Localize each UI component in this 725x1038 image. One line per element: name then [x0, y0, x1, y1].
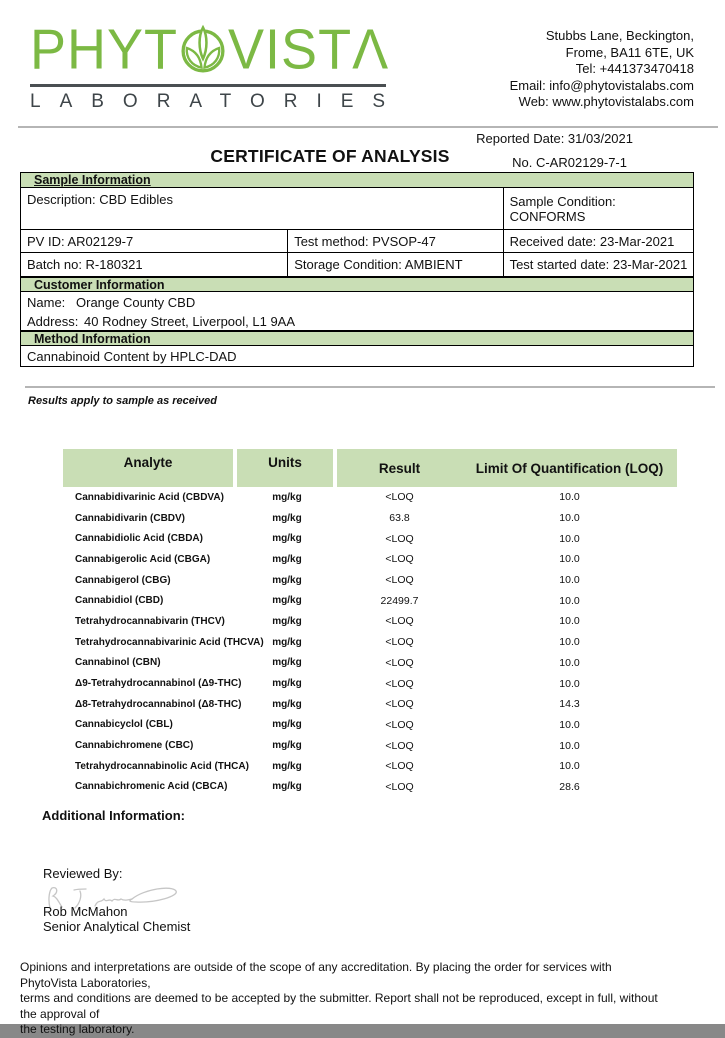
additional-information-label: Additional Information:: [42, 808, 185, 823]
table-row: [63, 777, 677, 798]
pv-id-cell: PV ID: AR02129-7: [21, 230, 288, 252]
loq-cell: 10.0: [559, 636, 580, 649]
logo-text-part2: VIST: [228, 18, 353, 82]
table-row: [63, 549, 677, 570]
units-cell: mg/kg: [272, 615, 302, 627]
method-information-header: [21, 331, 693, 346]
logo-divider-line: [30, 84, 386, 87]
address-line-email: Email: info@phytovistalabs.com: [509, 77, 694, 93]
units-cell: mg/kg: [272, 760, 302, 772]
result-cell: 22499.7: [380, 594, 419, 607]
column-header-analyte: Analyte: [63, 449, 233, 487]
logo-wordmark: [30, 18, 390, 82]
description-row: [21, 188, 693, 230]
analyte-cell: Cannabichromene (CBC): [75, 740, 194, 752]
disclaimer-text: [20, 960, 668, 1038]
header-divider-rule: [18, 126, 718, 128]
column-header-loq: Limit Of Quantification (LOQ): [475, 461, 664, 476]
table-row: [63, 528, 677, 549]
result-cell: <LOQ: [385, 739, 414, 752]
column-header-result-loq-block: [337, 449, 677, 487]
loq-cell: 10.0: [559, 760, 580, 773]
address-value: 40 Rodney Street, Liverpool, L1 9AA: [84, 314, 296, 329]
loq-cell: 14.3: [559, 698, 580, 711]
reviewer-name: Rob McMahon: [43, 904, 128, 919]
result-cell: <LOQ: [385, 553, 414, 566]
address-line-tel: Tel: +441373470418: [575, 61, 694, 77]
received-date-cell: Received date: 23-Mar-2021: [509, 233, 675, 249]
analyte-cell: Tetrahydrocannabivarinic Acid (THCVA): [75, 636, 264, 648]
analyte-cell: Tetrahydrocannabinolic Acid (THCA): [75, 760, 249, 772]
certificate-number: No. C-AR02129-7-1: [512, 155, 627, 170]
column-header-units: Units: [237, 449, 333, 487]
result-cell: <LOQ: [385, 532, 414, 545]
result-cell: <LOQ: [385, 636, 414, 649]
results-table-header: [63, 449, 677, 487]
disclaimer-line: terms and conditions are deemed to be accepted by the submitter. Report shall not be reproduced, except in full, without the approval of: [20, 991, 658, 1021]
loq-cell: 10.0: [559, 491, 580, 504]
loq-cell: 10.0: [559, 718, 580, 731]
batch-no-cell: Batch no: R-180321: [21, 253, 288, 276]
reviewed-by-label: Reviewed By:: [43, 866, 123, 881]
units-cell: mg/kg: [272, 574, 302, 586]
column-header-result: Result: [378, 461, 421, 476]
units-cell: mg/kg: [272, 657, 302, 669]
description-cell: Description: CBD Edibles: [21, 188, 504, 229]
analyte-cell: Δ8-Tetrahydrocannabinol (Δ8-THC): [75, 698, 242, 710]
loq-cell: 10.0: [559, 574, 580, 587]
address-line: Frome, BA11 6TE, UK: [565, 44, 694, 60]
loq-cell: 28.6: [559, 780, 580, 793]
info-table: [20, 172, 694, 367]
analyte-cell: Cannabinol (CBN): [75, 657, 161, 669]
address-line-web: Web: www.phytovistalabs.com: [518, 94, 694, 110]
analyte-cell: Cannabichromenic Acid (CBCA): [75, 781, 228, 793]
analyte-cell: Cannabidiol (CBD): [75, 595, 164, 607]
logo-subtitle: LABORATORIES: [30, 91, 405, 112]
loq-cell: 10.0: [559, 739, 580, 752]
table-row: [63, 590, 677, 611]
analyte-cell: Cannabicyclol (CBL): [75, 719, 173, 731]
customer-name-row: [21, 292, 693, 313]
analyte-cell: Cannabigerol (CBG): [75, 574, 171, 586]
results-note: Results apply to sample as received: [28, 395, 217, 407]
table-row: [63, 653, 677, 674]
analyte-cell: Cannabigerolic Acid (CBGA): [75, 553, 211, 565]
sample-information-header: [21, 173, 693, 188]
table-row: [63, 756, 677, 777]
result-cell: <LOQ: [385, 718, 414, 731]
logo-text-part3: Λ: [352, 18, 390, 82]
analyte-cell: Cannabidiolic Acid (CBDA): [75, 533, 203, 545]
result-cell: <LOQ: [385, 780, 414, 793]
table-row: [63, 508, 677, 529]
pv-id-row: [21, 230, 693, 253]
phytovista-logo: [30, 18, 405, 113]
section-title: Sample Information: [34, 173, 151, 187]
method-row: Cannabinoid Content by HPLC-DAD: [27, 348, 237, 364]
lab-address-block: [510, 28, 694, 111]
storage-condition-cell: Storage Condition: AMBIENT: [288, 253, 503, 276]
result-cell: <LOQ: [385, 760, 414, 773]
result-cell: 63.8: [389, 512, 410, 525]
table-row: [63, 715, 677, 736]
units-cell: mg/kg: [272, 740, 302, 752]
table-row: [63, 735, 677, 756]
units-cell: mg/kg: [272, 781, 302, 793]
leaf-circle-icon: [180, 24, 226, 84]
units-cell: mg/kg: [272, 553, 302, 565]
units-cell: mg/kg: [272, 512, 302, 524]
loq-cell: 10.0: [559, 512, 580, 525]
result-cell: <LOQ: [385, 698, 414, 711]
table-row: [63, 694, 677, 715]
units-cell: mg/kg: [272, 491, 302, 503]
loq-cell: 10.0: [559, 532, 580, 545]
table-row: [63, 673, 677, 694]
section-divider-rule: [25, 386, 715, 388]
analyte-cell: Cannabidivarin (CBDV): [75, 512, 186, 524]
analyte-cell: Cannabidivarinic Acid (CBDVA): [75, 491, 224, 503]
results-rows: [63, 487, 677, 797]
address-label: Address:: [27, 314, 79, 329]
section-title: Customer Information: [34, 277, 165, 292]
test-started-date-cell: Test started date: 23-Mar-2021: [509, 257, 688, 272]
sample-condition-cell: Sample Condition: CONFORMS: [509, 193, 616, 224]
name-label: Name:: [27, 295, 66, 310]
units-cell: mg/kg: [272, 533, 302, 545]
reviewer-title: Senior Analytical Chemist: [43, 919, 191, 934]
result-cell: <LOQ: [385, 677, 414, 690]
units-cell: mg/kg: [272, 636, 302, 648]
loq-cell: 10.0: [559, 677, 580, 690]
loq-cell: 10.0: [559, 553, 580, 566]
test-method-cell: Test method: PVSOP-47: [288, 230, 503, 252]
name-value: Orange County CBD: [76, 295, 196, 310]
customer-address-row: [21, 313, 693, 331]
loq-cell: 10.0: [559, 615, 580, 628]
units-cell: mg/kg: [272, 678, 302, 690]
disclaimer-line: the testing laboratory.: [20, 1022, 135, 1036]
result-cell: <LOQ: [385, 656, 414, 669]
customer-information-header: [21, 277, 693, 292]
table-row: [63, 487, 677, 508]
section-title: Method Information: [34, 331, 151, 346]
logo-text-part1: PHYT: [30, 18, 179, 82]
units-cell: mg/kg: [272, 595, 302, 607]
loq-cell: 10.0: [559, 594, 580, 607]
result-cell: <LOQ: [385, 615, 414, 628]
table-row: [63, 570, 677, 591]
table-row: [63, 632, 677, 653]
disclaimer-line: Opinions and interpretations are outside of the scope of any accreditation. By placing the order for services with PhytoVista Laboratories,: [20, 960, 612, 990]
batch-row: [21, 253, 693, 277]
analyte-cell: Tetrahydrocannabivarin (THCV): [75, 615, 225, 627]
units-cell: mg/kg: [272, 698, 302, 710]
result-cell: <LOQ: [385, 574, 414, 587]
result-cell: <LOQ: [385, 491, 414, 504]
analyte-cell: Δ9-Tetrahydrocannabinol (Δ9-THC): [75, 678, 242, 690]
loq-cell: 10.0: [559, 656, 580, 669]
address-line: Stubbs Lane, Beckington,: [545, 28, 694, 43]
table-row: [63, 611, 677, 632]
reported-date: Reported Date: 31/03/2021: [476, 131, 633, 146]
units-cell: mg/kg: [272, 719, 302, 731]
page-title: CERTIFICATE OF ANALYSIS: [210, 146, 450, 166]
